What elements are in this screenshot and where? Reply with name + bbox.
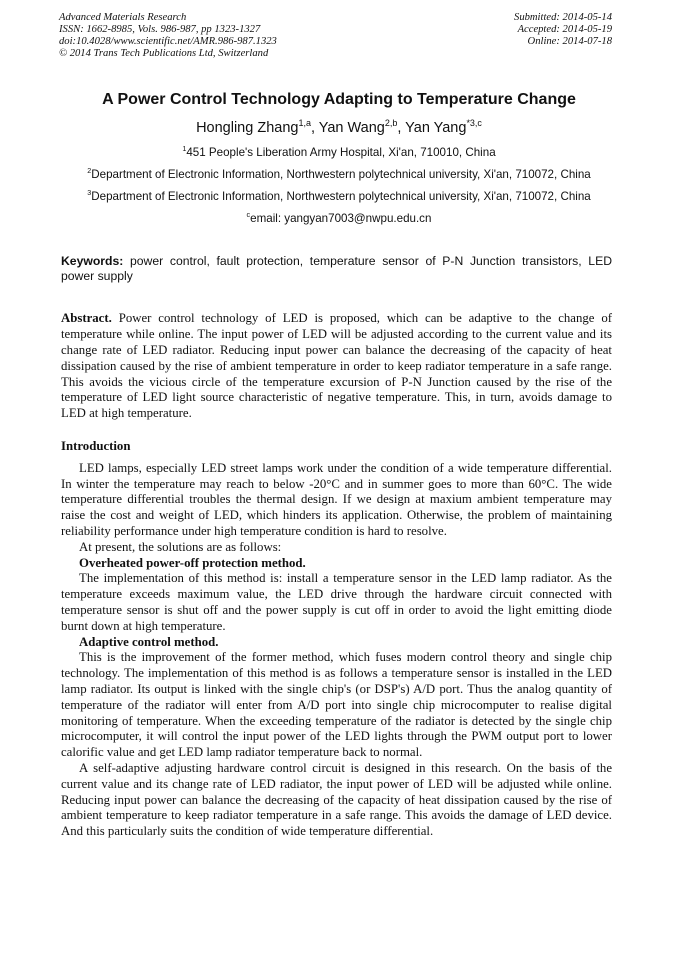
journal-issn-vols: ISSN: 1662-8985, Vols. 986-987, pp 1323-1327 [59,24,261,35]
abstract-text: Power control technology of LED is proposed, which can be adaptive to the change of temperature while online. The input power of LED will be adjusted according to the current value and its change rate of LED radiator. Reducing input power can balance the decreasing of the capacity of heat dissipation caused by the rise of ambient temperature in order to keep radiator temperature in a safe range. This avoids the vicious circle of the temperature excursion of P-N Junction caused by the rise of the temperature of LED light source characteristic of negative temperature. This, in turn, avoids damage to LED at high temperature. [61,311,613,421]
author-2-name: Yan Wang [318,120,385,136]
author-separator: , [397,120,406,136]
affiliation-2-superscript: 2 [87,166,92,176]
method-heading-adaptive-control: Adaptive control method. [79,634,219,649]
submission-dates [514,12,612,48]
online-date: Online: 2014-07-18 [527,36,612,47]
intro-paragraph-5: A self-adaptive adjusting hardware control circuit is designed in this research. On the basis of the current value and its change rate of LED radiator, the input power of LED will be adjusted while online. Reducing input power can balance the decreasing of the capacity of heat dissipation caused by the rise of ambient temperature to keep radiator temperature in a safe range. This avoids the damage of LED device. And this particularly suits the condition of wide temperature differential. [61,760,612,839]
affiliation-3-superscript: 3 [87,188,92,198]
email-line [22,212,656,226]
author-2-superscript: 2,b [384,118,398,129]
intro-paragraph-4: This is the improvement of the former method, which fuses modern control theory and single chip technology. The implementation of this method is as follows a temperature sensor is installed in the LED lamp radiator. Its output is linked with the single chip's (or DSP's) A/D port. Thus the analog quantity of temperature of the radiator will enter from A/D port into single chip microcomputer to realise digital monitoring of temperature. When the exceeding temperature of the radiator is detected by the single chip microcomputer, it will control the input power of the LED lights through the PWM output port to lower calorific value and get LED lamp radiator temperature back to normal. [61,650,612,760]
intro-paragraph-1: LED lamps, especially LED street lamps work under the condition of a wide temperature differential. In winter the temperature may reach to below -20°C and in summer goes to more than 60°C. The wide temperature differential troubles the thermal design. If we design at maxium ambient temperature may raise the cost and weight of LED, which hinders its application. Otherwise, the problem of maintaining reliability performance under high temperature condition is hard to resolve. [61,460,612,538]
author-3-name: Yan Yang [405,120,467,136]
intro-paragraph-3: The implementation of this method is: install a temperature sensor in the LED lamp radiator. As the temperature exceeds maximum value, the LED drive through the hardware circuit connected with temperature sensor is shut off and the power supply is cut off in order to avoid the light emitting diode burnt down at high temperature. [61,571,612,633]
author-1-name: Hongling Zhang [196,120,299,136]
journal-copyright: © 2014 Trans Tech Publications Ltd, Switzerland [59,48,269,59]
author-3 [405,120,482,136]
method-heading-overheated-power-off: Overheated power-off protection method. [79,555,306,570]
paper-title: A Power Control Technology Adapting to Temperature Change [102,91,576,108]
author-2 [319,120,405,136]
email-superscript: c [246,210,251,220]
keywords-text: power control, fault protection, temperature sensor of P-N Junction transistors, LED power supply [61,254,612,284]
affiliation-3-text: Department of Electronic Information, Northwestern polytechnical university, Xi'an, 710072, China [91,190,591,203]
affiliation-2-text: Department of Electronic Information, Northwestern polytechnical university, Xi'an, 710072, China [91,168,591,181]
section-heading-introduction: Introduction [61,438,131,453]
journal-header [0,12,678,60]
author-3-superscript: *3,c [466,118,482,129]
keywords-line [61,254,612,284]
intro-paragraph-2: At present, the solutions are as follows: [79,539,282,554]
authors-line [22,119,656,138]
journal-name: Advanced Materials Research [59,12,187,23]
author-1 [196,120,319,136]
abstract [61,311,612,422]
journal-doi: doi:10.4028/www.scientific.net/AMR.986-987.1323 [59,36,277,47]
author-1-superscript: 1,a [298,118,311,129]
affiliation-1-text: 451 People's Liberation Army Hospital, Xi'an, 710010, China [186,146,496,159]
paper-body [0,254,678,840]
affiliation-1 [22,146,656,160]
submitted-date: Submitted: 2014-05-14 [514,12,612,23]
journal-info [59,12,277,60]
author-separator: , [310,120,319,136]
email-text: email: yangyan7003@nwpu.edu.cn [250,212,432,225]
affiliation-3 [22,190,656,204]
affiliation-2 [22,168,656,182]
affiliation-1-superscript: 1 [182,144,187,154]
abstract-label: Abstract. [61,311,112,326]
accepted-date: Accepted: 2014-05-19 [517,24,612,35]
keywords-label: Keywords: [61,254,124,268]
front-matter [0,90,678,226]
